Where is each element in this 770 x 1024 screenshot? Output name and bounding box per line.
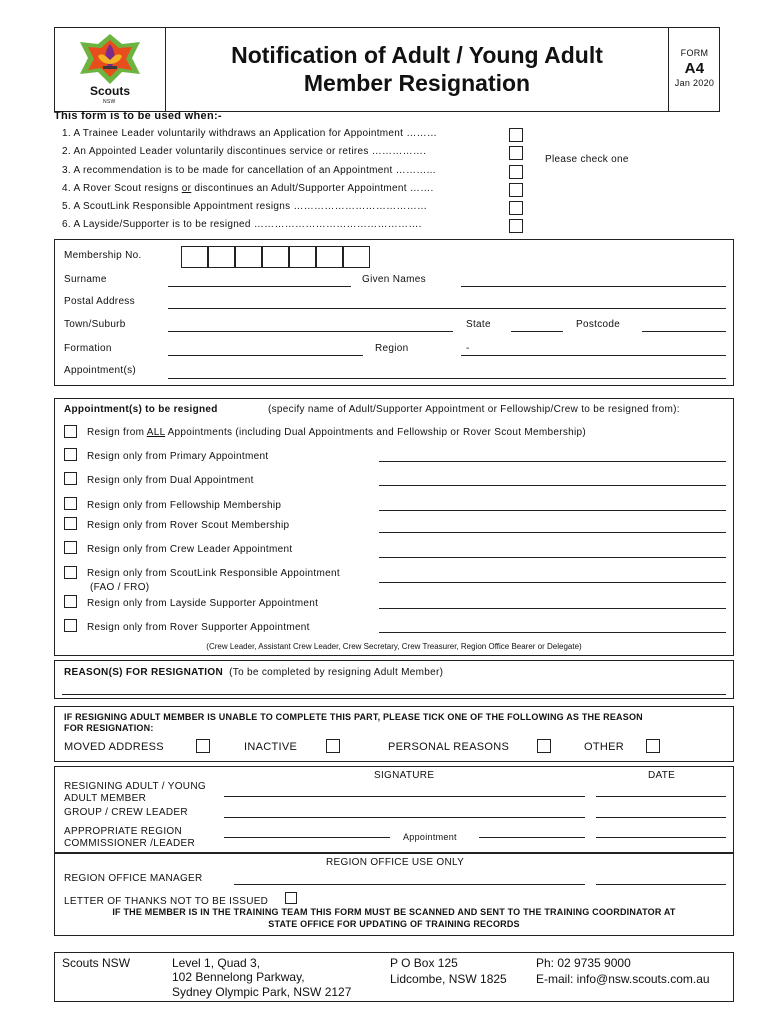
usage-item-5: 5. A ScoutLink Responsible Appointment resigns ………………………………… (62, 201, 428, 212)
usage-item-3: 3. A recommendation is to be made for cancellation of an Appointment ………... (62, 165, 436, 176)
membership-no-cell-4[interactable] (262, 246, 289, 268)
unable-line2: FOR RESIGNATION: (64, 723, 154, 733)
training-notice-line1: IF THE MEMBER IS IN THE TRAINING TEAM THIS FORM MUST BE SCANNED AND SENT TO THE TRAINING COORDINATOR AT (112, 907, 676, 917)
group-leader-date-field[interactable] (596, 817, 726, 818)
region-office-manager-label: REGION OFFICE MANAGER (64, 873, 203, 884)
resign-scoutlink-checkbox[interactable] (64, 566, 77, 579)
inactive-checkbox[interactable] (326, 739, 340, 753)
footer-org: Scouts NSW (62, 956, 131, 970)
region-office-manager-date-field[interactable] (596, 884, 726, 885)
footer-phone: Ph: 02 9735 9000 (536, 956, 631, 970)
footer-address-2: 102 Bennelong Parkway, (172, 970, 305, 984)
resign-layside-checkbox[interactable] (64, 595, 77, 608)
resign-layside-label: Resign only from Layside Supporter Appointment (87, 598, 319, 609)
resign-heading: Appointment(s) to be resigned (64, 404, 218, 415)
membership-no-cell-6[interactable] (316, 246, 343, 268)
signature-heading: SIGNATURE (374, 770, 435, 781)
state-field[interactable] (511, 331, 563, 332)
footer-po-suburb: Lidcombe, NSW 1825 (390, 972, 507, 986)
resign-rover-supporter-label: Resign only from Rover Supporter Appointment (87, 622, 310, 633)
resign-fellowship-checkbox[interactable] (64, 497, 77, 510)
resign-footnote: (Crew Leader, Assistant Crew Leader, Crew Secretary, Crew Treasurer, Region Office Bearer or Delegate) (206, 642, 582, 651)
usage-heading: This form is to be used when:- (54, 110, 222, 122)
footer-address-1: Level 1, Quad 3, (172, 956, 261, 970)
personal-reasons-label: PERSONAL REASONS (388, 741, 510, 753)
given-names-field[interactable] (461, 286, 726, 287)
scouts-logo (70, 30, 150, 108)
resigning-member-date-field[interactable] (596, 796, 726, 797)
resign-rover-supporter-checkbox[interactable] (64, 619, 77, 632)
surname-label: Surname (64, 274, 107, 285)
resign-fellowship-field[interactable] (379, 510, 726, 511)
region-dash: - (466, 343, 470, 354)
usage-checkbox-1[interactable] (509, 128, 523, 142)
usage-item-6: 6. A Layside/Supporter is to be resigned …………………………………………. (62, 219, 422, 230)
group-leader-signature-field[interactable] (224, 817, 585, 818)
usage-checkbox-3[interactable] (509, 165, 523, 179)
usage-checkbox-5[interactable] (509, 201, 523, 215)
commissioner-label-1: APPROPRIATE REGION (64, 826, 183, 837)
group-leader-label: GROUP / CREW LEADER (64, 807, 188, 818)
logo-text: Scouts (90, 84, 131, 98)
commissioner-signature-field[interactable] (224, 837, 390, 838)
member-details-frame (54, 239, 734, 386)
resign-scoutlink-sublabel: (FAO / FRO) (90, 582, 150, 593)
resign-rover-checkbox[interactable] (64, 517, 77, 530)
resign-rover-field[interactable] (379, 532, 726, 533)
resign-layside-field[interactable] (379, 608, 726, 609)
formation-label: Formation (64, 343, 112, 354)
usage-checkbox-6[interactable] (509, 219, 523, 233)
page-title-line2: Member Resignation (303, 70, 531, 96)
resign-all-label: Resign from ALL Appointments (including Dual Appointments and Fellowship or Rover Scout Membership) (87, 427, 587, 438)
date-heading: DATE (648, 770, 676, 781)
membership-no-cell-5[interactable] (289, 246, 316, 268)
unable-line1: IF RESIGNING ADULT MEMBER IS UNABLE TO COMPLETE THIS PART, PLEASE TICK ONE OF THE FOLLOWING AS THE REASON (64, 712, 643, 722)
letter-of-thanks-label: LETTER OF THANKS NOT TO BE ISSUED (64, 896, 269, 907)
resign-primary-checkbox[interactable] (64, 448, 77, 461)
region-label: Region (375, 343, 409, 354)
resign-primary-label: Resign only from Primary Appointment (87, 451, 269, 462)
usage-checkbox-2[interactable] (509, 146, 523, 160)
usage-item-2: 2. An Appointed Leader voluntarily discontinues service or retires ……………. (62, 146, 427, 157)
region-field[interactable] (461, 355, 726, 356)
state-label: State (466, 319, 491, 330)
letter-of-thanks-checkbox[interactable] (285, 892, 297, 904)
postcode-field[interactable] (642, 331, 726, 332)
resign-scoutlink-field[interactable] (379, 582, 726, 583)
region-office-heading: REGION OFFICE USE ONLY (326, 857, 465, 868)
page-title-line1: Notification of Adult / Young Adult (231, 42, 603, 68)
check-note: Please check one (545, 154, 629, 165)
moved-address-checkbox[interactable] (196, 739, 210, 753)
resign-rover-label: Resign only from Rover Scout Membership (87, 520, 290, 531)
appointments-field[interactable] (168, 378, 726, 379)
commissioner-appointment-field[interactable] (479, 837, 585, 838)
inactive-label: INACTIVE (244, 741, 298, 753)
resign-crew-leader-checkbox[interactable] (64, 541, 77, 554)
training-notice-line2: STATE OFFICE FOR UPDATING OF TRAINING RECORDS (268, 919, 520, 929)
resign-dual-label: Resign only from Dual Appointment (87, 475, 254, 486)
appointment-label: Appointment (403, 832, 457, 842)
membership-no-cell-3[interactable] (235, 246, 262, 268)
resign-dual-field[interactable] (379, 485, 726, 486)
form-label: FORM (680, 48, 709, 58)
usage-checkbox-4[interactable] (509, 183, 523, 197)
logo-subtext: NSW (103, 99, 116, 105)
resign-fellowship-label: Resign only from Fellowship Membership (87, 500, 282, 511)
surname-field[interactable] (168, 286, 351, 287)
resigning-member-label-1: RESIGNING ADULT / YOUNG (64, 781, 206, 792)
resign-heading-note: (specify name of Adult/Supporter Appointment or Fellowship/Crew to be resigned from): (268, 404, 680, 415)
membership-no-cell-1[interactable] (181, 246, 208, 268)
membership-no-cell-7[interactable] (343, 246, 370, 268)
moved-address-label: MOVED ADDRESS (64, 741, 164, 753)
postal-address-label: Postal Address (64, 296, 135, 307)
appointments-label: Appointment(s) (64, 365, 137, 376)
commissioner-label-2: COMMISSIONER /LEADER (64, 838, 196, 849)
resign-dual-checkbox[interactable] (64, 472, 77, 485)
other-label: OTHER (584, 741, 624, 753)
formation-field[interactable] (168, 355, 363, 356)
resign-crew-leader-label: Resign only from Crew Leader Appointment (87, 544, 293, 555)
usage-item-1: 1. A Trainee Leader voluntarily withdraws an Application for Appointment ……… (62, 128, 438, 139)
footer-po-box: P O Box 125 (390, 956, 458, 970)
region-office-manager-signature-field[interactable] (234, 884, 585, 885)
town-label: Town/Suburb (64, 319, 126, 330)
resign-primary-field[interactable] (379, 461, 726, 462)
resign-rover-supporter-field[interactable] (379, 632, 726, 633)
resigning-member-signature-field[interactable] (224, 796, 585, 797)
town-field[interactable] (168, 331, 453, 332)
form-date: Jan 2020 (674, 78, 715, 88)
membership-no-label: Membership No. (64, 250, 142, 261)
resigning-member-label-2: ADULT MEMBER (64, 793, 147, 804)
personal-reasons-checkbox[interactable] (537, 739, 551, 753)
footer-address-3: Sydney Olympic Park, NSW 2127 (172, 985, 352, 999)
usage-item-4: 4. A Rover Scout resigns or discontinues an Adult/Supporter Appointment ……. (62, 183, 434, 194)
footer-email[interactable]: E-mail: info@nsw.scouts.com.au (536, 972, 710, 986)
given-names-label: Given Names (362, 274, 426, 285)
postal-address-field[interactable] (168, 308, 726, 309)
reason-field[interactable] (62, 694, 726, 695)
resign-scoutlink-label: Resign only from ScoutLink Responsible Appointment (87, 568, 340, 579)
resign-all-checkbox[interactable] (64, 425, 77, 438)
reason-heading: REASON(S) FOR RESIGNATION (To be completed by resigning Adult Member) (64, 667, 444, 678)
postcode-label: Postcode (576, 319, 621, 330)
other-checkbox[interactable] (646, 739, 660, 753)
commissioner-date-field[interactable] (596, 837, 726, 838)
form-code: A4 (684, 60, 705, 77)
membership-no-cell-2[interactable] (208, 246, 235, 268)
resign-crew-leader-field[interactable] (379, 557, 726, 558)
